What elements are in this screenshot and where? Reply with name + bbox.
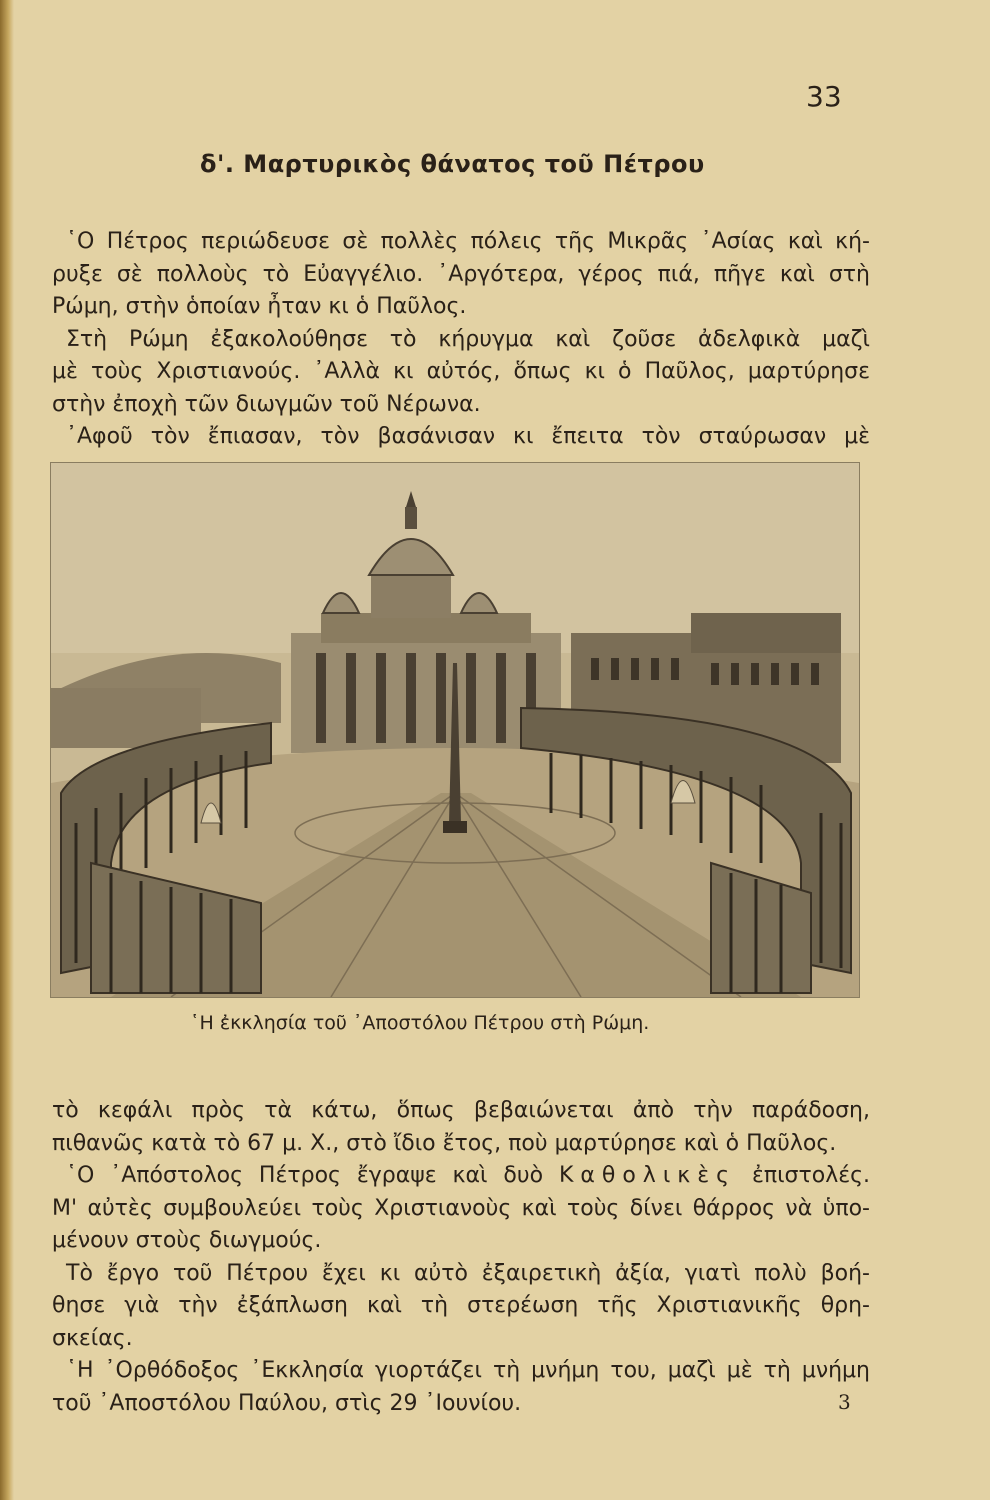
upper-text xyxy=(52,226,870,454)
text-segment: ἐπιστολές. xyxy=(751,1163,871,1188)
text-line: στὴν ἐποχὴ τῶν διωγμῶν τοῦ Νέρωνα. xyxy=(52,391,481,417)
text-line: ᾿Αφοῦ τὸν ἔπιασαν, τὸν βασάνισαν κι ἔπειτα τὸν σταύρωσαν μὲ xyxy=(66,424,870,449)
text-line: ῾Η ᾿Ορθόδοξος ᾿Εκκλησία γιορτάζει τὴ μνήμη του, μαζὶ μὲ τὴ μνήμη xyxy=(66,1358,870,1383)
text-line: ρυξε σὲ πολλοὺς τὸ Εὐαγγέλιο. ᾿Αργότερα, γέρος πιά, πῆγε καὶ στὴ xyxy=(52,261,870,287)
st-peters-basilica-illustration xyxy=(50,462,860,998)
text-line: ῾Ο Πέτρος περιώδευσε σὲ πολλὲς πόλεις τῆς Μικρᾶς ᾿Ασίας καὶ κή- xyxy=(66,229,870,254)
signature-mark: 3 xyxy=(838,1390,851,1414)
text-line: Τὸ ἔργο τοῦ Πέτρου ἔχει κι αὐτὸ ἐξαιρετικὴ ἀξία, γιατὶ πολὺ βοή- xyxy=(66,1260,870,1286)
text-line: τοῦ ᾿Αποστόλου Παύλου, στὶς 29 ᾿Ιουνίου. xyxy=(52,1390,522,1416)
page-number: 33 xyxy=(806,80,842,113)
text-line: σκείας. xyxy=(52,1325,133,1351)
text-segment: ῾Ο ᾿Απόστολος Πέτρος ἔγραψε καὶ δυὸ xyxy=(66,1163,544,1188)
page-edge xyxy=(0,0,14,1500)
text-line: μένουν στοὺς διωγμούς. xyxy=(52,1228,322,1253)
section-heading: δ'. Μαρτυρικὸς θάνατος τοῦ Πέτρου xyxy=(200,150,705,178)
text-line: τὸ κεφάλι πρὸς τὰ κάτω, ὅπως βεβαιώνεται ἀπὸ τὴν παράδοση, xyxy=(52,1098,870,1123)
lower-text xyxy=(52,1095,870,1420)
figure-caption: ῾Η ἐκκλησία τοῦ ᾿Αποστόλου Πέτρου στὴ Ρώμη. xyxy=(190,1012,650,1034)
text-line: πιθανῶς κατὰ τὸ 67 μ. Χ., στὸ ἴδιο ἔτος, ποὺ μαρτύρησε καὶ ὁ Παῦλος. xyxy=(52,1130,837,1156)
text-line: Στὴ Ρώμη ἐξακολούθησε τὸ κήρυγμα καὶ ζοῦσε ἀδελφικὰ μαζὶ xyxy=(66,326,870,352)
text-line: Ρώμη, στὴν ὁποίαν ἦταν κι ὁ Παῦλος. xyxy=(52,294,467,319)
text-line xyxy=(52,1160,870,1193)
text-line: θησε γιὰ τὴν ἐξάπλωση καὶ τὴ στερέωση τῆς Χριστιανικῆς θρη- xyxy=(52,1293,870,1318)
text-line: Μ' αὐτὲς συμβουλεύει τοὺς Χριστιανοὺς καὶ τοὺς δίνει θάρρος νὰ ὑπο- xyxy=(52,1195,870,1221)
emphasized-text: Καθολικὲς xyxy=(558,1163,737,1188)
text-line: μὲ τοὺς Χριστιανούς. ᾿Αλλὰ κι αὐτός, ὅπως κι ὁ Παῦλος, μαρτύρησε xyxy=(52,359,870,384)
